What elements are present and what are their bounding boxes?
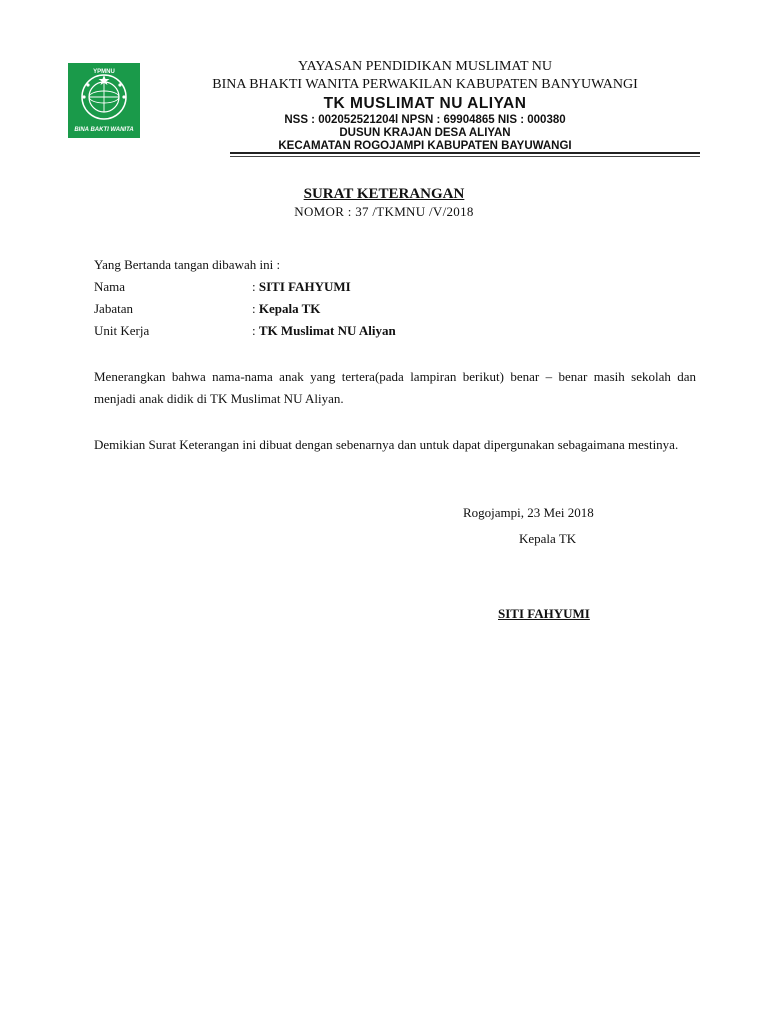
field-row-position (94, 301, 594, 319)
field-value: : Kepala TK (252, 301, 321, 316)
field-label: Unit Kerja (94, 323, 150, 338)
intro-text: Yang Bertanda tangan dibawah ini : (94, 257, 281, 272)
ypmnu-emblem-icon (68, 63, 140, 138)
letterhead-divider-thick (230, 152, 700, 154)
place-date: Rogojampi, 23 Mei 2018 (463, 505, 594, 520)
school-name: TK MUSLIMAT NU ALIYAN (323, 95, 527, 112)
logo-bottom-text: BINA BAKTI WANITA (74, 127, 134, 133)
signer-position: Kepala TK (519, 531, 577, 546)
branch-name: BINA BHAKTI WANITA PERWAKILAN KABUPATEN BANYUWANGI (212, 77, 638, 92)
foundation-name: YAYASAN PENDIDIKAN MUSLIMAT NU (298, 59, 552, 74)
letterhead-divider-thin (230, 156, 700, 157)
field-row-unit (94, 323, 594, 341)
school-ids: NSS : 002052521204l NPSN : 69904865 NIS : 000380 (284, 114, 566, 126)
letter-title: SURAT KETERANGAN (303, 186, 465, 202)
body-paragraph-1: Menerangkan bahwa nama-nama anak yang tertera(pada lampiran berikut) benar – benar masih sekolah dan menjadi anak didik di TK Muslimat NU Aliyan. (94, 369, 696, 406)
body-paragraph-2: Demikian Surat Keterangan ini dibuat dengan sebenarnya dan untuk dapat dipergunakan sebagaimana mestinya. (94, 437, 679, 452)
school-district: KECAMATAN ROGOJAMPI KABUPATEN BAYUWANGI (278, 140, 572, 152)
letter-number: NOMOR : 37 /TKMNU /V/2018 (294, 204, 474, 219)
school-address: DUSUN KRAJAN DESA ALIYAN (339, 127, 511, 139)
signer-name: SITI FAHYUMI (498, 606, 590, 621)
field-value: : TK Muslimat NU Aliyan (252, 323, 396, 338)
field-value: : SITI FAHYUMI (252, 279, 351, 294)
letterhead (160, 60, 690, 154)
field-label: Jabatan (94, 301, 133, 316)
field-row-name (94, 279, 594, 297)
logo-top-text: YPMNU (93, 69, 115, 75)
field-label: Nama (94, 279, 126, 294)
